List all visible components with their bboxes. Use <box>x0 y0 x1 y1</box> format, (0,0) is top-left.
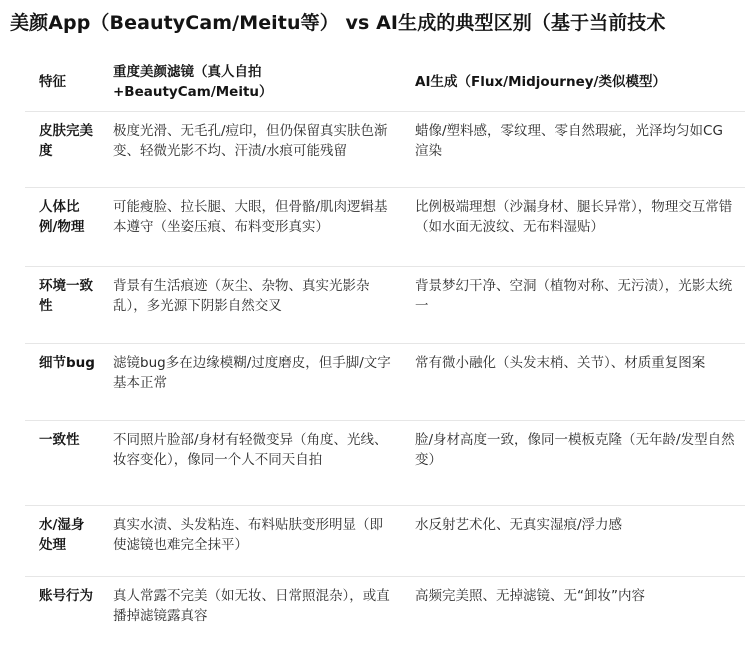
table-row <box>25 112 745 188</box>
cell-meitu: 极度光滑、无毛孔/痘印，但仍保留真实肤色渐变、轻微光影不均、汗渍/水痕可能残留 <box>99 112 401 188</box>
page-heading: 美颜App（BeautyCam/Meitu等） vs AI生成的典型区别（基于当前技术 <box>10 12 666 34</box>
row-feature-label: 皮肤完美度 <box>25 112 99 188</box>
table-row <box>25 577 745 648</box>
table-header-row <box>25 52 745 112</box>
table-row <box>25 344 745 421</box>
row-feature-label: 水/湿身处理 <box>25 506 99 577</box>
comparison-table-wrapper <box>25 52 735 647</box>
header-ai: AI生成（Flux/Midjourney/类似模型） <box>401 52 745 112</box>
row-feature-label: 人体比例/物理 <box>25 188 99 267</box>
cell-meitu: 不同照片脸部/身材有轻微变异（角度、光线、妆容变化），像同一个人不同天自拍 <box>99 421 401 506</box>
cell-ai: 比例极端理想（沙漏身材、腿长异常），物理交互常错（如水面无波纹、无布料湿贴） <box>401 188 745 267</box>
cell-meitu: 真人常露不完美（如无妆、日常照混杂），或直播掉滤镜露真容 <box>113 588 390 624</box>
header-feature: 特征 <box>25 52 99 112</box>
cell-ai: 水反射艺术化、无真实湿痕/浮力感 <box>401 506 745 577</box>
row-feature-label: 环境一致性 <box>25 267 99 344</box>
table-row <box>25 188 745 267</box>
header-meitu: 重度美颜滤镜（真人自拍+BeautyCam/Meitu） <box>99 52 401 112</box>
comparison-table <box>25 52 745 647</box>
cell-ai: 常有微小融化（头发末梢、关节）、材质重复图案 <box>401 344 745 421</box>
cell-meitu: 背景有生活痕迹（灰尘、杂物、真实光影杂乱），多光源下阴影自然交叉 <box>99 267 401 344</box>
row-feature-label: 一致性 <box>25 421 99 506</box>
cell-meitu: 可能瘦脸、拉长腿、大眼，但骨骼/肌肉逻辑基本遵守（坐姿压痕、布料变形真实） <box>99 188 401 267</box>
cell-ai: 背景梦幻干净、空洞（植物对称、无污渍），光影太统一 <box>401 267 745 344</box>
table-row <box>25 421 745 506</box>
cell-meitu: 滤镜bug多在边缘模糊/过度磨皮，但手脚/文字基本正常 <box>99 344 401 421</box>
cell-ai: 高频完美照、无掉滤镜、无“卸妆”内容 <box>415 588 645 604</box>
cell-ai: 蜡像/塑料感，零纹理、零自然瑕疵，光泽均匀如CG渲染 <box>401 112 745 188</box>
row-feature-label: 账号行为 <box>39 588 93 604</box>
cell-meitu: 真实水渍、头发粘连、布料贴肤变形明显（即使滤镜也难完全抹平） <box>99 506 401 577</box>
table-row <box>25 267 745 344</box>
table-row <box>25 506 745 577</box>
row-feature-label: 细节bug <box>25 344 99 421</box>
cell-ai: 脸/身材高度一致，像同一模板克隆（无年龄/发型自然变） <box>401 421 745 506</box>
